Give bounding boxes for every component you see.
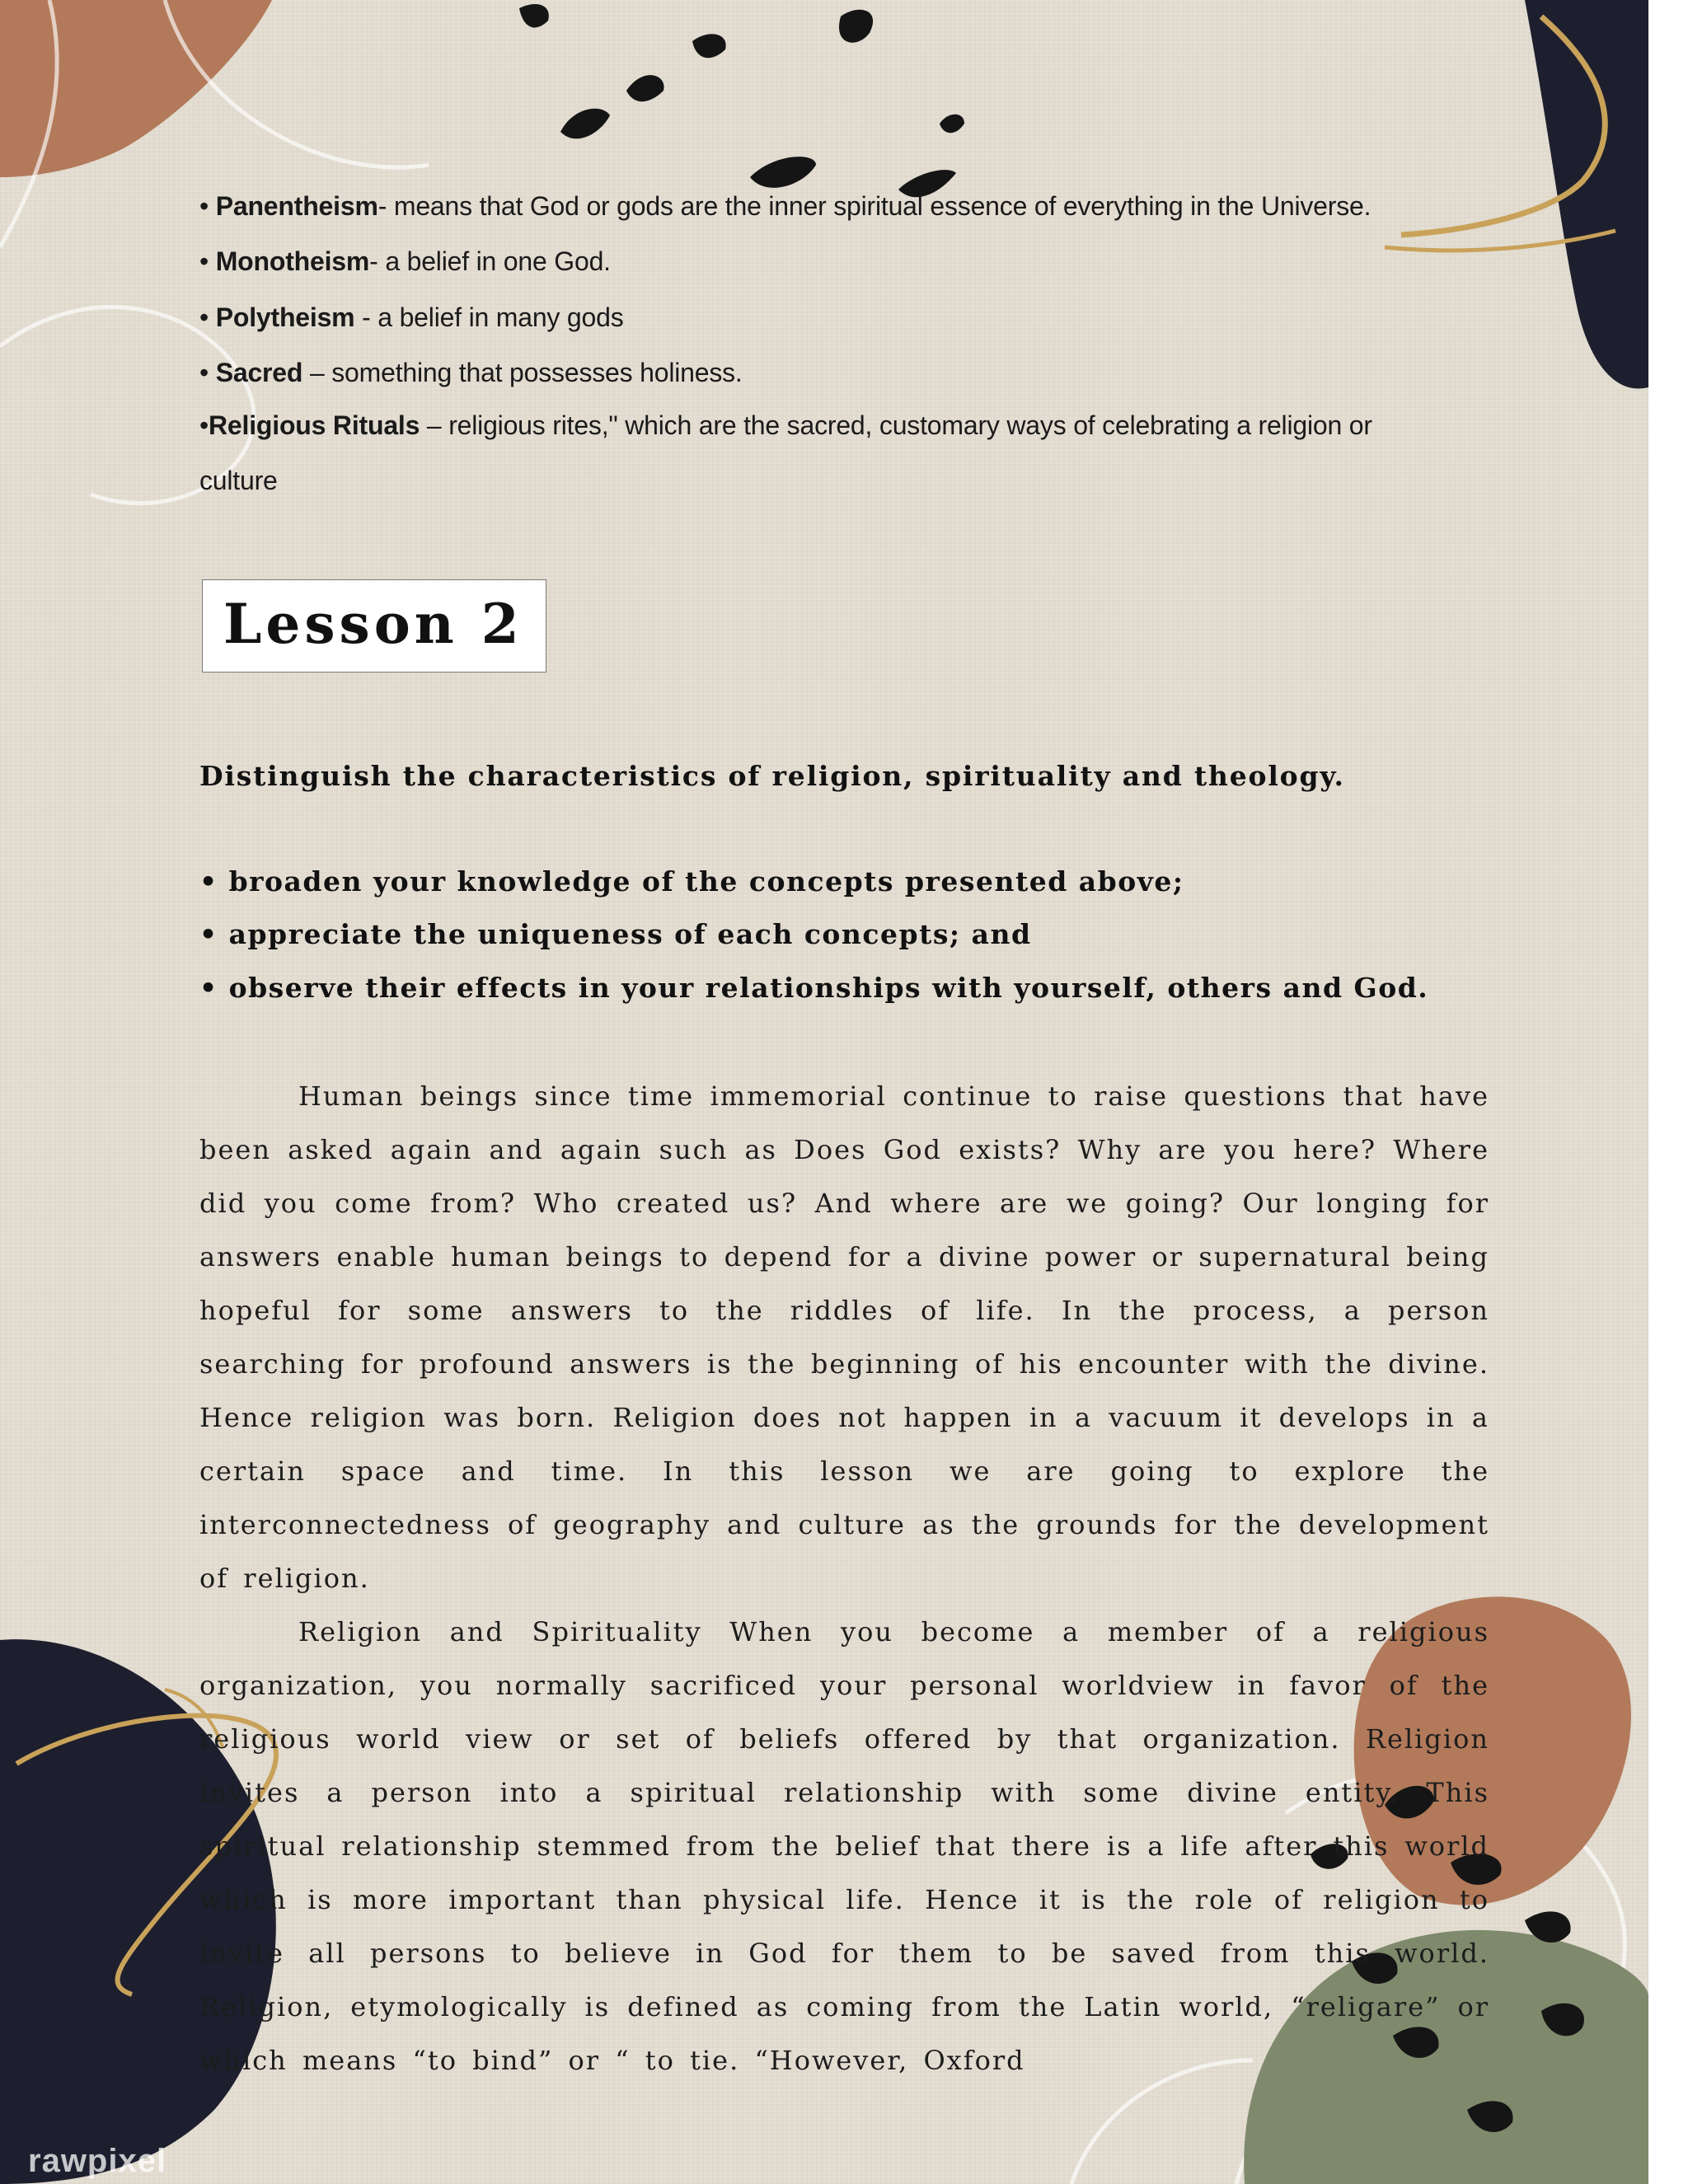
lesson-goal-item: • observe their effects in your relationships with yourself, others and God. <box>199 972 1429 1004</box>
definition-text: a belief in one God. <box>385 246 611 276</box>
terracotta-blob-top-left <box>0 0 272 177</box>
definition-separator: – <box>420 410 449 440</box>
definition-term: Panentheism <box>215 191 378 221</box>
lesson-objective: Distinguish the characteristics of religion, spirituality and theology. <box>199 760 1345 792</box>
body-text <box>199 1070 1489 2088</box>
definition-text: means that God or gods are the inner spiritual essence of everything in the Universe. <box>393 191 1372 221</box>
body-paragraph: Religion and Spirituality When you become a member of a religious organization, you normally sacrificed your personal worldview in favor of the religious world view or set of beliefs offered by that organization. Religion invites a person into a spiritual relationship with some divine entity. This spiritual relationship stemmed from the belief that there is a life after this world which is more important than physical life. Hence it is the role of religion to invite all persons to believe in God for them to be saved from this world. Religion, etymologically is defined as coming from the Latin world, “religare” or which means “to bind” or “ to tie. “However, Oxford <box>199 1616 1489 2076</box>
definition-religious-rituals <box>199 410 1372 441</box>
definition-separator: - <box>354 302 378 332</box>
definition-text: a belief in many gods <box>377 302 624 332</box>
lesson-goal-item: • appreciate the uniqueness of each concepts; and <box>199 918 1032 950</box>
definition-text: something that possesses holiness. <box>331 358 743 387</box>
lesson-title-box <box>202 579 546 673</box>
lesson-goal-item: • broaden your knowledge of the concepts presented above; <box>199 865 1184 898</box>
navy-blob-top-right <box>1525 0 1648 389</box>
definition-term: Sacred <box>215 358 303 387</box>
lesson-title: Lesson 2 <box>223 592 523 656</box>
definition-polytheism <box>199 302 624 333</box>
definition-panentheism <box>199 191 1371 222</box>
body-paragraph: Human beings since time immemorial continue to raise questions that have been asked again and again such as Does God exists? Why are you here? Where did you come from? Who created us? And where are we going? Our longing for answers enable human beings to depend for a divine power or supernatural being hopeful for some answers to the riddles of life. In the process, a person searching for profound answers is the beginning of his encounter with the divine. Hence religion was born. Religion does not happen in a vacuum it develops in a certain space and time. In this lesson we are going to explore the interconnectedness of geography and culture as the grounds for the development of religion. <box>199 1080 1489 1594</box>
definition-separator: - <box>377 191 394 221</box>
bullet: • <box>199 246 209 276</box>
definition-term: Monotheism <box>215 246 370 276</box>
watermark-logo: rawpixel <box>28 2143 167 2179</box>
definition-separator: – <box>302 358 332 387</box>
definition-monotheism <box>199 246 611 277</box>
definition-separator: - <box>369 246 386 276</box>
bullet: • <box>199 410 209 440</box>
definition-text: religious rites," which are the sacred, customary ways of celebrating a religion or <box>448 410 1372 440</box>
bullet: • <box>199 358 209 387</box>
definition-sacred <box>199 358 743 388</box>
black-brush-dabs-top <box>519 4 964 197</box>
bullet: • <box>199 191 209 221</box>
bullet: • <box>199 302 209 332</box>
definition-term: Polytheism <box>215 302 355 332</box>
definition-term: Religious Rituals <box>209 410 420 440</box>
definition-continuation: culture <box>199 466 278 495</box>
page-margin <box>1648 0 1688 2184</box>
